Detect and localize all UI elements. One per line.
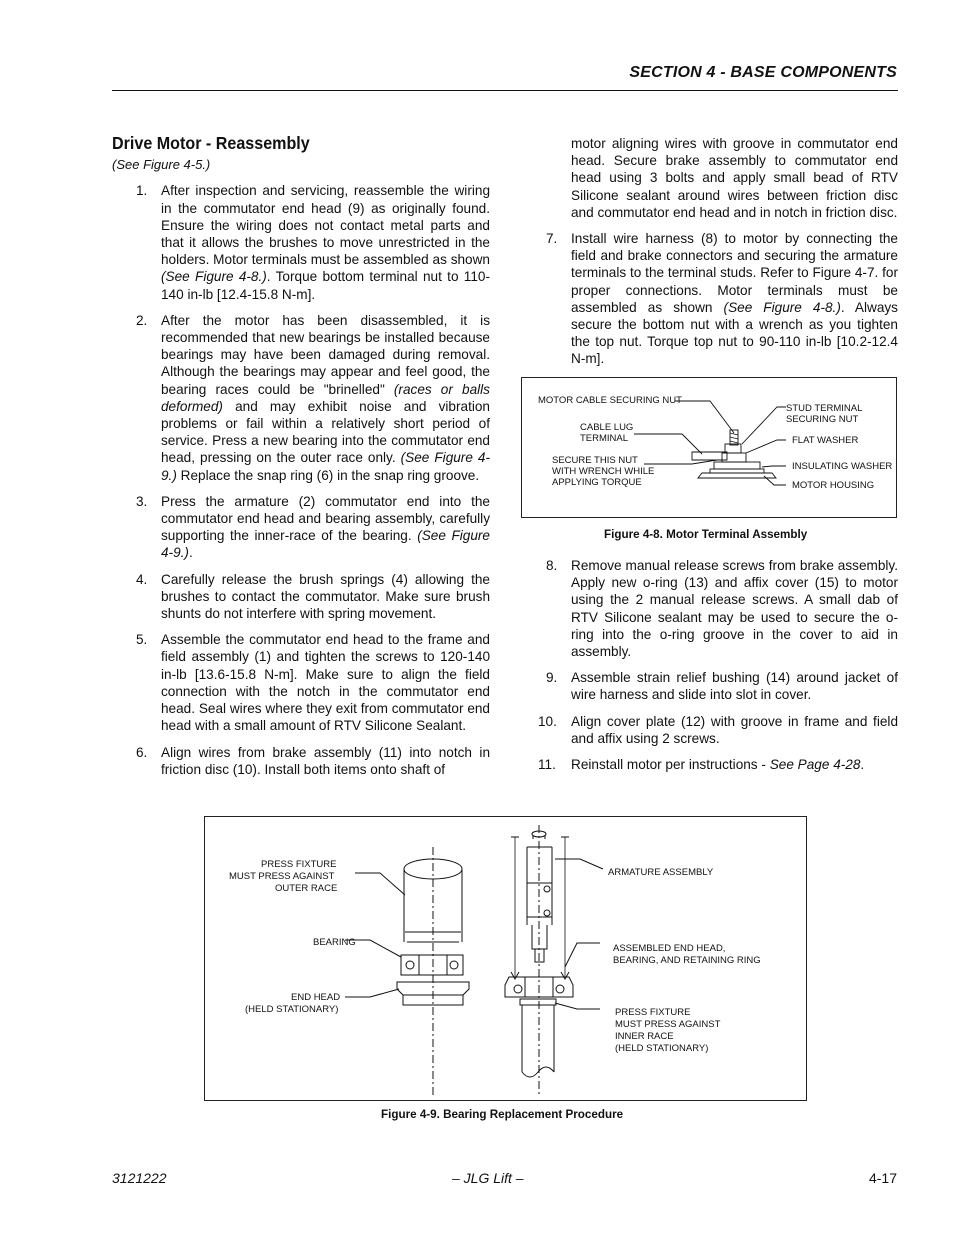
step-text: . Torque bottom terminal nut to 110-140 in-lb [12.4-15.8 N-m]. (161, 269, 491, 302)
figure-reference: (See Figure 4-9.) (161, 528, 490, 561)
leader-line (742, 407, 786, 444)
arrow-head (511, 972, 569, 979)
left-column (112, 132, 490, 787)
step-number: 10. (538, 713, 557, 729)
step-number: 3. (136, 493, 148, 509)
break-line (522, 1067, 554, 1077)
leader-line (355, 873, 405, 895)
step-text: Reinstall motor per instructions - (571, 757, 770, 773)
step-text: Carefully release the brush springs (4) allowing the brushes to contact the commutator. Make sure brush shunts do not interfere with spring movement. (161, 571, 490, 622)
right-column-top (522, 135, 898, 377)
step-text: Align cover plate (12) with groove in frame and field and affix using 2 screws. (571, 713, 898, 746)
publisher-name: – JLG Lift – (452, 1170, 524, 1186)
section-title: SECTION 4 - BASE COMPONENTS (629, 64, 897, 81)
step-number: 5. (136, 632, 148, 648)
see-figure-reference: (See Figure 4-5.) (112, 157, 211, 173)
step-10 (522, 713, 898, 747)
step-1 (112, 182, 490, 302)
label-held-stationary: (HELD STATIONARY) (245, 1004, 339, 1015)
motor-housing-shape (698, 473, 776, 478)
label-flat-washer: FLAT WASHER (792, 435, 859, 446)
page-number: 4-17 (868, 1170, 897, 1186)
leader-line (345, 989, 399, 997)
label-terminal: TERMINAL (580, 433, 629, 444)
step-number: 7. (546, 231, 558, 247)
leader-line (555, 1003, 600, 1009)
document-number: 3121222 (112, 1170, 167, 1186)
section-heading: Drive Motor - Reassembly (112, 133, 310, 153)
step-text: and may exhibit noise and vibration problems or fail within a relatively short period of service. Press a new bearing into the commutator end head, pressing on the outer race only. (161, 398, 490, 466)
step-text: After the motor has been disassembled, it is recommended that new bearings be installed because bearings may have been damaged during removal. Although the bearings may appear and feel good, the bearing races could be "brinelled" (161, 312, 490, 397)
insulating-washer-shape (714, 462, 760, 469)
step-text: . (860, 757, 865, 773)
step-6 (112, 744, 490, 778)
label-bearing: BEARING (313, 937, 356, 948)
step-text: Assemble strain relief bushing (14) around jacket of wire harness and slide into slot in cover. (571, 670, 898, 703)
figure-4-8-caption: Figure 4-8. Motor Terminal Assembly (604, 527, 808, 541)
step-number: 11. (538, 757, 556, 773)
figure-4-8-motor-terminal-assembly (521, 377, 897, 518)
bearing-ball (406, 961, 414, 969)
label-must-press-inner: MUST PRESS AGAINST (615, 1019, 721, 1030)
step-5 (112, 631, 490, 734)
bearing-replacement-diagram (205, 817, 808, 1102)
step-6-continuation: motor aligning wires with groove in commutator end head. Secure brake assembly to commutator end head using 3 bolts and apply small bead of RTV Silicone sealant around wires between friction disc and commutator end head and in notch in friction disc. (571, 136, 898, 220)
step-number: 9. (546, 670, 558, 686)
label-must-press-against: MUST PRESS AGAINST (229, 871, 335, 882)
leader-line (675, 401, 734, 433)
label-stud-terminal: STUD TERMINAL (786, 403, 863, 414)
header-rule (112, 90, 898, 91)
step-11 (522, 756, 898, 773)
step-text: After inspection and servicing, reassemble the wiring in the commutator end head (9) as originally found. Ensure the wiring does not contact metal parts and that it allows the brushes to move unrestricted in the holders. Motor terminals must be assembled as shown (161, 183, 490, 268)
label-armature-assembly: ARMATURE ASSEMBLY (608, 867, 714, 878)
figure-4-9-caption: Figure 4-9. Bearing Replacement Procedure (381, 1107, 624, 1121)
reassembly-steps-left (112, 182, 490, 778)
right-column-bottom (522, 557, 898, 782)
leader-line (762, 466, 786, 467)
step-number: 1. (136, 183, 148, 199)
step-9 (522, 669, 898, 703)
inner-fixture-body (522, 1005, 554, 1072)
step-text: Assemble the commutator end head to the frame and field assembly (1) and tighten the screws to 120-140 in-lb [13.6-15.8 N-m]. Make sure to align the field connection with the notch in the commutator end head. Seal wires where they exit from commutator end head with a small amount of RTV Silicone Sealant. (161, 632, 490, 734)
label-outer-race: OUTER RACE (275, 883, 338, 894)
washer-plate-shape (710, 469, 764, 473)
bearing-ball (450, 961, 458, 969)
label-motor-cable-securing-nut: MOTOR CABLE SECURING NUT (538, 395, 682, 406)
figure-reference: (See Figure 4-8.) (723, 299, 841, 315)
step-number: 2. (136, 312, 148, 328)
step-3 (112, 493, 490, 562)
label-cable-lug: CABLE LUG (580, 422, 634, 433)
guide-line (515, 837, 565, 977)
leader-line (555, 859, 603, 869)
label-inner-race: INNER RACE (615, 1031, 674, 1042)
leader-line (746, 440, 786, 453)
step-8 (522, 557, 898, 660)
bottom-nut-shape (722, 453, 746, 462)
label-assembled-end-head: ASSEMBLED END HEAD, (613, 943, 726, 954)
label-securing-nut: SECURING NUT (786, 414, 859, 425)
step-number: 8. (546, 558, 558, 573)
step-text: Replace the snap ring (6) in the snap ring groove. (176, 467, 480, 483)
motor-terminal-diagram (522, 378, 898, 519)
page-reference: See Page 4-28 (769, 757, 861, 773)
figure-reference: (See Figure 4-8.) (161, 269, 267, 285)
step-4 (112, 571, 490, 623)
label-secure-nut-3: APPLYING TORQUE (552, 477, 642, 488)
label-held-stationary-inner: (HELD STATIONARY) (615, 1043, 709, 1054)
label-insulating-washer: INSULATING WASHER (792, 461, 893, 472)
bearing-ball (556, 985, 564, 993)
label-bearing-retaining-ring: BEARING, AND RETAINING RING (613, 955, 761, 966)
step-text: . (188, 545, 193, 561)
step-number: 4. (136, 571, 148, 587)
leader-line (634, 434, 702, 454)
label-end-head: END HEAD (291, 992, 341, 1003)
label-secure-nut-2: WITH WRENCH WHILE (552, 466, 655, 477)
bearing-ball (514, 985, 522, 993)
label-secure-nut-1: SECURE THIS NUT (552, 455, 638, 466)
figure-4-9-bearing-replacement (204, 816, 807, 1101)
label-press-fixture: PRESS FIXTURE (261, 859, 337, 870)
step-7 (522, 230, 898, 368)
step-text: Install wire harness (8) to motor by connecting the field and brake connectors and securing the armature terminals to the terminal studs. Refer to Figure 4-7. for proper connections. Motor terminals must be assembled as shown (571, 231, 898, 315)
step-text: . Always secure the bottom nut with a wrench as you tighten the top nut. Torque top nut to 90-110 in-lb [10.2-12.4 N-m]. (571, 299, 898, 367)
step-text: Press the armature (2) commutator end into the commutator end head and bearing assembly, carefully supporting the inner-race of the bearing. (161, 493, 490, 544)
label-press-fixture-inner: PRESS FIXTURE (615, 1007, 691, 1018)
emphasis-text: (races or balls deformed) (161, 381, 490, 414)
leader-line (644, 460, 717, 464)
step-number: 6. (136, 744, 148, 760)
reassembly-steps-right-top (522, 230, 898, 368)
step-text: Align wires from brake assembly (11) into notch in friction disc (10). Install both items onto shaft of (161, 744, 490, 777)
bearing-shape (401, 955, 463, 975)
figure-reference: (See Figure 4-9.) (161, 450, 490, 483)
step-2 (112, 312, 490, 484)
leader-line (565, 943, 600, 967)
step-text: Remove manual release screws from brake assembly. Apply new o-ring (13) and affix cover (15) to motor using the 2 manual release screws. A small dab of RTV Silicone sealant may be used to secure the o-ring into the o-ring groove in the cover to aid in assembly. (571, 558, 898, 660)
reassembly-steps-right-bottom (522, 557, 898, 773)
label-motor-housing: MOTOR HOUSING (792, 480, 875, 491)
